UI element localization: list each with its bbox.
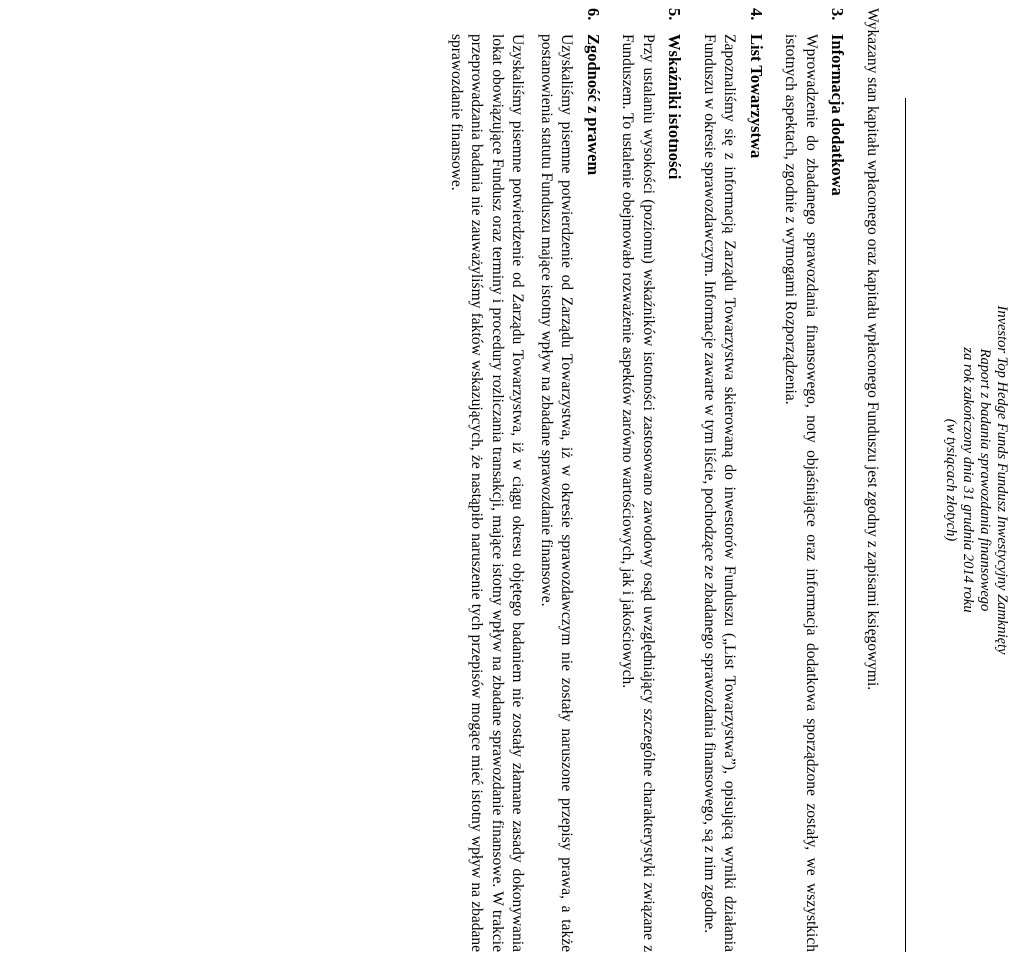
document-body xyxy=(438,8,883,952)
page-header xyxy=(942,0,1010,960)
section-title: Informacja dodatkowa xyxy=(828,34,848,196)
header-units: (w tysiącach złotych) xyxy=(943,418,959,542)
section-paragraph: Uzyskaliśmy pisemne potwierdzenie od Zarządu Towarzystwa, iż w ciągu okresu objętego badaniem nie zostały złamane zasady dokonywania lokat obowiązujące Fundusz oraz terminy i procedury rozliczania transakcji, mające istotny wpływ na zbadane sprawozdanie finansowe. W trakcie przeprowadzania badania nie zauważyliśmy faktów wskazujących, że nastąpiło naruszenie tych przepisów mogące mieć istotny wpływ na zbadane sprawozdanie finansowe. xyxy=(448,34,527,952)
section-wskazniki-istotnosci xyxy=(617,8,685,952)
section-paragraph: Wprowadzenie do zbadanego sprawozdania finansowego, noty objaśniające oraz informacja dodatkowa sporządzone zostały, we wszystkich istotnych aspektach, zgodnie z wymogami Rozporządzenia. xyxy=(782,34,820,952)
section-heading xyxy=(746,8,767,952)
section-list-towarzystwa xyxy=(699,8,767,952)
section-paragraph: Przy ustalaniu wysokości (poziomu) wskaźników istotności zastosowano zawodowy osąd uwzględniający szczególne charakterystyki związane z Funduszem. To ustalenie obejmowało rozważenie aspektów zarówno wartościowych, jak i jakościowych. xyxy=(619,34,657,952)
header-fund-name: Investor Top Hedge Funds Fundusz Inwestycyjny Zamknięty xyxy=(994,305,1010,655)
section-title: List Towarzystwa xyxy=(747,34,766,159)
section-title: Zgodność z prawem xyxy=(584,34,603,176)
header-divider xyxy=(905,98,906,952)
section-body xyxy=(699,8,740,952)
intro-paragraph: Wykazany stan kapitału wpłaconego oraz kapitału wpłaconego Funduszu jest zgodny z zapisami księgowymi. xyxy=(864,8,881,691)
section-paragraph: Zapoznaliśmy się z informacją Zarządu Towarzystwa skierowaną do inwestorów Funduszu („List Towarzystwa”), opisującą wyniki działania Funduszu w okresie sprawozdawczym. Informacje zawarte w tym liście, pochodzące ze zbadanego sprawozdania finansowego, są z nim zgodne. xyxy=(701,34,739,952)
section-paragraph: Uzyskaliśmy pisemne potwierdzenie od Zarządu Towarzystwa, iż w okresie sprawozdawczym nie zostały naruszone przepisy prawa, a także postanowienia statutu Funduszu mające istotny wpływ na zbadane sprawozdanie finansowe. xyxy=(538,34,576,952)
section-number: 4. xyxy=(747,8,766,21)
section-zgodnosc-z-prawem xyxy=(446,8,604,952)
section-number: 5. xyxy=(665,8,685,21)
section-body xyxy=(446,8,577,952)
section-heading xyxy=(664,8,685,952)
section-number: 3. xyxy=(828,8,848,21)
section-body xyxy=(780,8,821,952)
header-period: za rok zakończony dnia 31 grudnia 2014 roku xyxy=(960,347,976,613)
section-title: Wskaźniki istotności xyxy=(665,34,685,180)
section-heading xyxy=(583,8,604,952)
section-informacja-dodatkowa xyxy=(780,8,848,952)
header-report-title: Raport z badania sprawozdania finansowego xyxy=(977,348,993,612)
section-body xyxy=(617,8,658,952)
section-heading xyxy=(827,8,848,952)
section-number: 6. xyxy=(584,8,603,21)
